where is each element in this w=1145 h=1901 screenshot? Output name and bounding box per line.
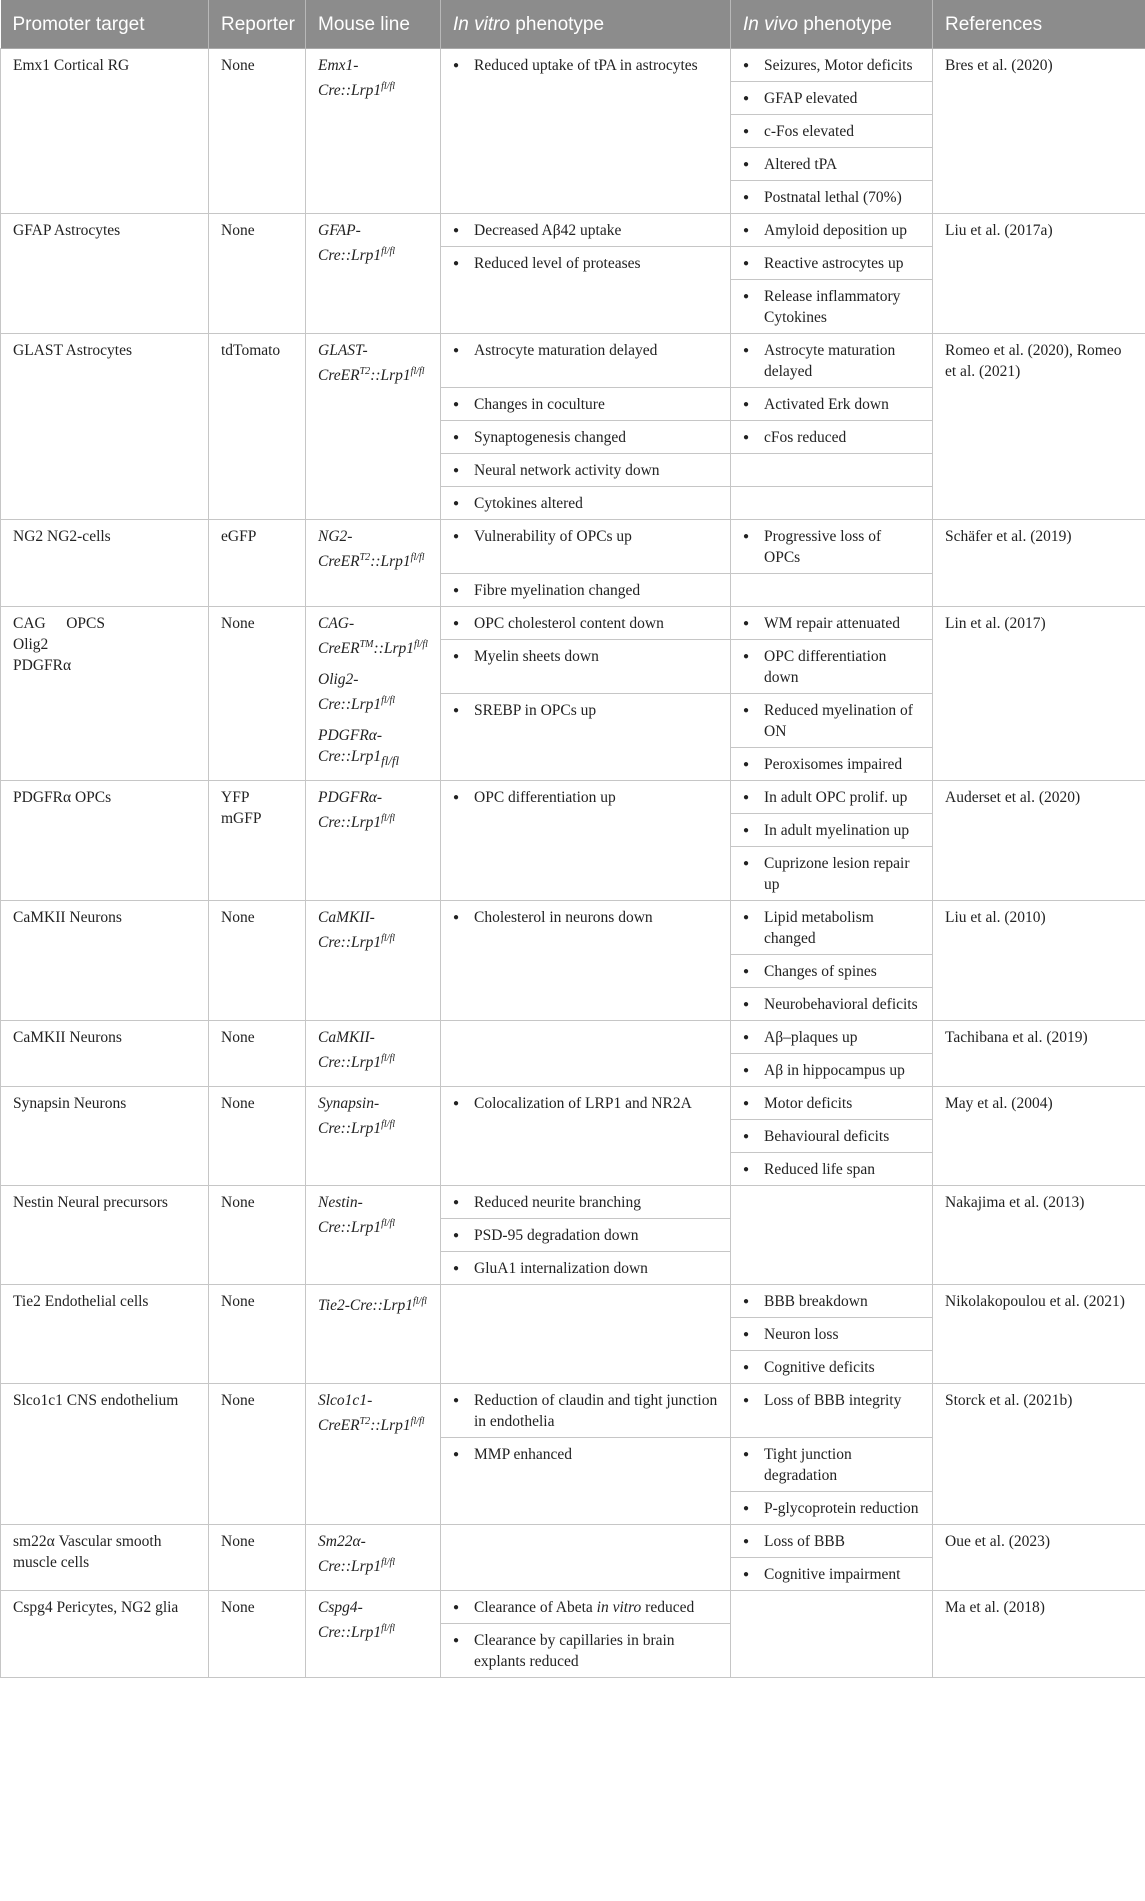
in-vivo-cell [731, 1438, 933, 1492]
bullet-item: ● Vulnerability of OPCs up [453, 526, 718, 547]
bullet-item: ● Behavioural deficits [743, 1126, 920, 1147]
mouse-line-sup: fl/fl [414, 639, 428, 650]
reporter-cell: None [209, 1285, 306, 1384]
bullet-item: ● Aβ in hippocampus up [743, 1060, 920, 1081]
in-vivo-cell [731, 520, 933, 574]
in-vivo-cell [731, 1054, 933, 1087]
mouse-line-text: PDGFRα-$Cre::Lrp1^{fl/fl}$ [318, 789, 396, 832]
mouse-line-sup: fl/fl [381, 933, 396, 944]
bullet-item: ● Tight junction degradation [743, 1444, 920, 1486]
mouse-line-sup: TM [359, 639, 374, 650]
in-vitro-cell [441, 607, 731, 640]
in-vivo-cell [731, 1021, 933, 1054]
mouse-line-text: GLAST-$CreER^{T2}::Lrp1^{fl/fl}$ [318, 342, 425, 385]
mouse-line-cell [306, 901, 441, 1021]
in-vivo-cell [731, 1384, 933, 1438]
mouse-line-sup: fl/fl [381, 1557, 396, 1568]
header-in-vitro [441, 0, 731, 49]
bullet-item: ● Reduced level of proteases [453, 253, 718, 274]
mouse-line-sup: T2 [359, 1416, 371, 1427]
bullet-item: ● Cholesterol in neurons down [453, 907, 718, 928]
promoter-target-part: OPCS [66, 615, 105, 632]
in-vitro-cell [441, 1438, 731, 1525]
mouse-line-sup: fl/fl [381, 81, 396, 92]
bullet-item: ● Reduced life span [743, 1159, 920, 1180]
in-vitro-cell [441, 574, 731, 607]
in-vivo-cell [731, 148, 933, 181]
promoter-target-cell: Tie2 Endothelial cells [1, 1285, 209, 1384]
reference-cell: Tachibana et al. (2019) [933, 1021, 1145, 1087]
in-vitro-cell [441, 694, 731, 781]
table-row [1, 520, 1145, 574]
table-row [1, 1186, 1145, 1219]
bullet-item: ● WM repair attenuated [743, 613, 920, 634]
in-vivo-cell [731, 1318, 933, 1351]
promoter-target-cell: GLAST Astrocytes [1, 334, 209, 520]
promoter-target-cell: PDGFRα OPCs [1, 781, 209, 901]
in-vitro-cell [441, 1384, 731, 1438]
in-vivo-cell [731, 781, 933, 814]
bullet-item: ● Peroxisomes impaired [743, 754, 920, 775]
table-row [1, 607, 1145, 640]
bullet-item: ● Reduction of claudin and tight junction in endothelia [453, 1390, 718, 1432]
in-vitro-cell [441, 1186, 731, 1219]
in-vitro-cell [441, 1087, 731, 1186]
in-vitro-cell [441, 640, 731, 694]
mouse-line-text: Synapsin-$Cre::Lrp1^{fl/fl}$ [318, 1095, 396, 1138]
in-vivo-cell [731, 49, 933, 82]
reference-cell: Liu et al. (2017a) [933, 214, 1145, 334]
promoter-target-cell: sm22α Vascular smooth muscle cells [1, 1525, 209, 1591]
bullet-item: ● Neurobehavioral deficits [743, 994, 920, 1015]
promoter-target-cell: NG2 NG2-cells [1, 520, 209, 607]
in-vivo-cell [731, 1087, 933, 1120]
in-vitro-cell [441, 454, 731, 487]
table-row [1, 334, 1145, 388]
bullet-item: ● Reduced myelination of ON [743, 700, 920, 742]
reference-cell: Bres et al. (2020) [933, 49, 1145, 214]
bullet-item: ● Release inflammatory Cytokines [743, 286, 920, 328]
bullet-item: ● In adult OPC prolif. up [743, 787, 920, 808]
bullet-item: ● Lipid metabolism changed [743, 907, 920, 949]
promoter-target-cell [1, 607, 209, 781]
bullet-item: ● Synaptogenesis changed [453, 427, 718, 448]
bullet-item: ● Neuron loss [743, 1324, 920, 1345]
in-vivo-cell [731, 640, 933, 694]
bullet-item: ● GluA1 internalization down [453, 1258, 718, 1279]
reporter-cell: tdTomato [209, 334, 306, 520]
reporter-cell: None [209, 1525, 306, 1591]
in-vivo-cell [731, 694, 933, 748]
mouse-line-text: $Olig2-Cre::Lrp1^{fl/fl}$ [318, 671, 396, 714]
bullet-item: ● Changes in coculture [453, 394, 718, 415]
bullet-item: ● OPC differentiation down [743, 646, 920, 688]
reporter-cell: eGFP [209, 520, 306, 607]
mouse-line-text: $Emx1-Cre::Lrp1^{fl/fl}$ [318, 57, 396, 100]
bullet-item: ● Reduced uptake of tPA in astrocytes [453, 55, 718, 76]
promoter-target-cell: CaMKII Neurons [1, 901, 209, 1021]
in-vivo-cell [731, 1120, 933, 1153]
bullet-item: ● OPC cholesterol content down [453, 613, 718, 634]
reference-cell: Nikolakopoulou et al. (2021) [933, 1285, 1145, 1384]
reporter-cell: None [209, 1186, 306, 1285]
in-vivo-cell [731, 748, 933, 781]
mouse-line-text: GFAP-$Cre::Lrp1^{fl/fl}$ [318, 222, 396, 265]
mouse-line-sup: fl/fl [381, 1119, 396, 1130]
bullet-item: ● Myelin sheets down [453, 646, 718, 667]
bullet-item: ● Clearance of Abeta in vitro reduced [453, 1597, 718, 1618]
in-vivo-cell [731, 421, 933, 454]
reference-cell: Oue et al. (2023) [933, 1525, 1145, 1591]
mouse-line-sup: fl/fl [381, 1623, 396, 1634]
in-vivo-cell [731, 988, 933, 1021]
in-vivo-cell [731, 334, 933, 388]
header-in-vivo [731, 0, 933, 49]
in-vivo-cell [731, 1153, 933, 1186]
promoter-target-line [13, 613, 105, 634]
in-vivo-cell [731, 82, 933, 115]
table-row [1, 901, 1145, 955]
in-vitro-cell [441, 1285, 731, 1384]
in-vivo-cell [731, 280, 933, 334]
bullet-item: ● SREBP in OPCs up [453, 700, 718, 721]
bullet-item: ● Clearance by capillaries in brain explants reduced [453, 1630, 718, 1672]
mouse-line-cell [306, 607, 441, 781]
mouse-line-cell [306, 1384, 441, 1525]
in-vivo-cell [731, 388, 933, 421]
in-vivo-cell [731, 181, 933, 214]
mouse-line-text: Nestin-$Cre::Lrp1^{fl/fl}$ [318, 1194, 396, 1237]
bullet-item: ● Colocalization of LRP1 and NR2A [453, 1093, 718, 1114]
promoter-target-cell: GFAP Astrocytes [1, 214, 209, 334]
promoter-target-line: PDGFRα [13, 657, 72, 674]
reporter-cell: None [209, 1591, 306, 1678]
bullet-item: ● Astrocyte maturation delayed [743, 340, 920, 382]
in-vivo-cell [731, 1525, 933, 1558]
mouse-line-cell [306, 49, 441, 214]
table-row [1, 49, 1145, 82]
bullet-item: ● Changes of spines [743, 961, 920, 982]
mouse-line-cell [306, 1285, 441, 1384]
bullet-item: ● P-glycoprotein reduction [743, 1498, 920, 1519]
bullet-item: ● Activated Erk down [743, 394, 920, 415]
bullet-item: ● PSD-95 degradation down [453, 1225, 718, 1246]
bullet-item: ● Neural network activity down [453, 460, 718, 481]
mouse-line-sup: fl/fl [381, 1053, 396, 1064]
in-vitro-cell [441, 247, 731, 334]
mouse-line-cell [306, 1186, 441, 1285]
bullet-item: ● Loss of BBB integrity [743, 1390, 920, 1411]
mouse-line-cell [306, 1591, 441, 1678]
bullet-item: ● c-Fos elevated [743, 121, 920, 142]
in-vivo-cell [731, 574, 933, 607]
table-row [1, 1285, 1145, 1318]
in-vitro-cell [441, 1591, 731, 1624]
in-vivo-cell [731, 487, 933, 520]
reporter-cell: None [209, 1087, 306, 1186]
in-vivo-cell [731, 1186, 933, 1285]
mouse-line-text: $Sm22\alpha-Cre::Lrp1^{fl/fl}$ [318, 1533, 396, 1576]
reporter-cell: YFP mGFP [209, 781, 306, 901]
in-vitro-cell [441, 388, 731, 421]
reporter-cell: None [209, 49, 306, 214]
bullet-item: ● BBB breakdown [743, 1291, 920, 1312]
in-vivo-cell [731, 607, 933, 640]
in-vitro-cell [441, 214, 731, 247]
reporter-cell: None [209, 1021, 306, 1087]
promoter-target-cell: Nestin Neural precursors [1, 1186, 209, 1285]
reference-cell: Storck et al. (2021b) [933, 1384, 1145, 1525]
in-vitro-cell [441, 520, 731, 574]
mouse-line-text: CaMKII-$Cre::Lrp1^{fl/fl}$ [318, 1029, 396, 1072]
bullet-item: ● GFAP elevated [743, 88, 920, 109]
in-vivo-cell [731, 901, 933, 955]
header-references: References [933, 0, 1145, 49]
table-row [1, 781, 1145, 814]
bullet-item: ● Altered tPA [743, 154, 920, 175]
bullet-item: ● Aβ–plaques up [743, 1027, 920, 1048]
in-vivo-cell [731, 814, 933, 847]
in-vivo-cell [731, 247, 933, 280]
mouse-line-sub: fl/fl [381, 753, 400, 769]
mouse-line-sup: fl/fl [410, 552, 425, 563]
mouse-line-text: $Tie2-Cre::Lrp1^{fl/fl}$ [318, 1296, 427, 1315]
in-vitro-cell [441, 1525, 731, 1591]
reference-cell: Nakajima et al. (2013) [933, 1186, 1145, 1285]
table-row [1, 214, 1145, 247]
reference-cell: Auderset et al. (2020) [933, 781, 1145, 901]
in-vivo-cell [731, 1285, 933, 1318]
bullet-item: ● OPC differentiation up [453, 787, 718, 808]
reference-cell: Schäfer et al. (2019) [933, 520, 1145, 607]
header-in-vitro-text: In vitro phenotype [453, 13, 605, 35]
in-vitro-cell [441, 334, 731, 388]
promoter-target-cell: Emx1 Cortical RG [1, 49, 209, 214]
mouse-line-text: $Slco1c1-CreER^{T2}::Lrp1^{fl/fl}$ [318, 1392, 425, 1435]
table-row [1, 1384, 1145, 1438]
in-vivo-cell [731, 1558, 933, 1591]
mouse-line-cell [306, 1087, 441, 1186]
reference-cell: Ma et al. (2018) [933, 1591, 1145, 1678]
promoter-target-line: Olig2 [13, 636, 49, 653]
mouse-line-text: $NG2-CreER^{T2}::Lrp1^{fl/fl}$ [318, 528, 425, 571]
mouse-line-cell [306, 214, 441, 334]
bullet-item: ● Cognitive impairment [743, 1564, 920, 1585]
promoter-target-part: CAG [13, 615, 46, 632]
in-vivo-cell [731, 847, 933, 901]
in-vitro-cell [441, 1252, 731, 1285]
in-vitro-cell [441, 1219, 731, 1252]
header-reporter: Reporter [209, 0, 306, 49]
mouse-line-text: PDGFRα-$Cre::Lrp1_{fl/fl}$ [318, 727, 400, 769]
mouse-line-sup: fl/fl [410, 366, 425, 377]
reference-cell: Lin et al. (2017) [933, 607, 1145, 781]
header-promoter-target: Promoter target [1, 0, 209, 49]
bullet-item: ● Reduced neurite branching [453, 1192, 718, 1213]
bullet-item: ● Cytokines altered [453, 493, 718, 514]
promoter-target-cell: CaMKII Neurons [1, 1021, 209, 1087]
mouse-line-cell [306, 1525, 441, 1591]
bullet-item: ● In adult myelination up [743, 820, 920, 841]
mouse-line-text: CaMKII-$Cre::Lrp1^{fl/fl}$ [318, 909, 396, 952]
in-vitro-cell [441, 901, 731, 1021]
mouse-line-sup: fl/fl [410, 1416, 425, 1427]
mouse-line-sup: T2 [359, 366, 371, 377]
mouse-line-text: CAG-$CreER™::Lrp1^{fl/fl}$ [318, 615, 428, 658]
bullet-item: ● Progressive loss of OPCs [743, 526, 920, 568]
in-vivo-cell [731, 1492, 933, 1525]
promoter-target-cell: Slco1c1 CNS endothelium [1, 1384, 209, 1525]
bullet-item: ● Reactive astrocytes up [743, 253, 920, 274]
in-vivo-cell [731, 1591, 933, 1678]
reporter-cell: None [209, 901, 306, 1021]
in-vitro-cell [441, 1624, 731, 1678]
header-mouse-line: Mouse line [306, 0, 441, 49]
in-vivo-cell [731, 214, 933, 247]
bullet-item: ● Postnatal lethal (70%) [743, 187, 920, 208]
mouse-line-text: $Cspg4-Cre::Lrp1^{fl/fl}$ [318, 1599, 396, 1642]
table-body [1, 49, 1145, 1678]
in-vitro-cell [441, 49, 731, 214]
mouse-line-sup: fl/fl [381, 695, 396, 707]
table-row [1, 1087, 1145, 1120]
table-row [1, 1021, 1145, 1054]
mouse-line-sup: T2 [359, 552, 371, 563]
reporter-cell: None [209, 607, 306, 781]
mouse-line-cell [306, 520, 441, 607]
bullet-item: ● Amyloid deposition up [743, 220, 920, 241]
mouse-line-sup: fl/fl [381, 246, 396, 257]
header-row [1, 0, 1145, 49]
bullet-item: ● cFos reduced [743, 427, 920, 448]
in-vitro-cell [441, 1021, 731, 1087]
in-vivo-cell [731, 454, 933, 487]
bullet-item: ● Loss of BBB [743, 1531, 920, 1552]
table-row [1, 1525, 1145, 1558]
reference-cell: Liu et al. (2010) [933, 901, 1145, 1021]
reference-cell: May et al. (2004) [933, 1087, 1145, 1186]
mouse-line-sup: fl/fl [381, 1218, 396, 1229]
reporter-cell: None [209, 214, 306, 334]
bullet-item: ● Seizures, Motor deficits [743, 55, 920, 76]
mouse-line-cell [306, 781, 441, 901]
bullet-item: ● Cuprizone lesion repair up [743, 853, 920, 895]
mouse-line-sup: fl/fl [413, 1296, 427, 1307]
bullet-item: ● Fibre myelination changed [453, 580, 718, 601]
reporter-cell: None [209, 1384, 306, 1525]
bullet-item: ● Motor deficits [743, 1093, 920, 1114]
in-vivo-cell [731, 1351, 933, 1384]
bullet-item: ● MMP enhanced [453, 1444, 718, 1465]
header-in-vivo-text: In vivo phenotype [743, 13, 892, 35]
bullet-item: ● Cognitive deficits [743, 1357, 920, 1378]
promoter-target-cell: Cspg4 Pericytes, NG2 glia [1, 1591, 209, 1678]
in-vitro-cell [441, 487, 731, 520]
bullet-item: ● Decreased Aβ42 uptake [453, 220, 718, 241]
reference-cell: Romeo et al. (2020), Romeo et al. (2021) [933, 334, 1145, 520]
table-row [1, 1591, 1145, 1624]
mouse-line-cell [306, 1021, 441, 1087]
bullet-item: ● Astrocyte maturation delayed [453, 340, 718, 361]
mouse-line-sup: fl/fl [381, 813, 396, 824]
mouse-line-cell [306, 334, 441, 520]
in-vivo-cell [731, 115, 933, 148]
in-vivo-cell [731, 955, 933, 988]
promoter-target-cell: Synapsin Neurons [1, 1087, 209, 1186]
in-vitro-cell [441, 421, 731, 454]
in-vitro-cell [441, 781, 731, 901]
